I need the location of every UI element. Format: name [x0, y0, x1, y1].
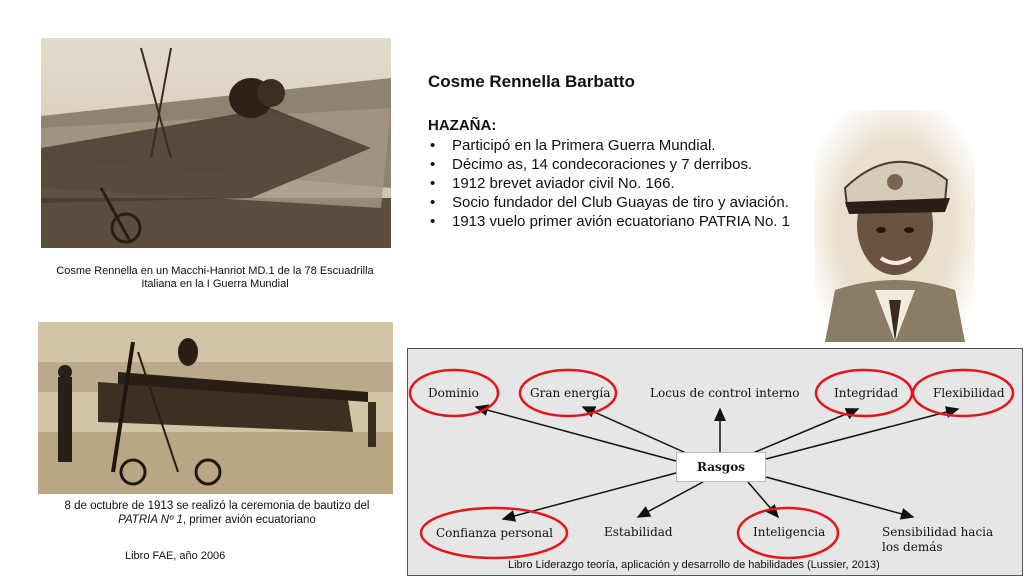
caption-bottom-emphasis: PATRIA Nº 1	[118, 514, 183, 526]
node-rasgos: Rasgos	[676, 452, 766, 482]
page-title: Cosme Rennella Barbatto	[428, 72, 635, 91]
source-fae: Libro FAE, año 2006	[125, 550, 226, 562]
hazana-item: • Socio fundador del Club Guayas de tiro y aviación.	[428, 194, 800, 212]
node-locus: Locus de control interno	[650, 386, 800, 400]
caption-bottom-text: 8 de octubre de 1913 se realizó la ceremonia de bautizo del	[64, 500, 370, 512]
portrait-photo	[815, 110, 975, 342]
hazana-item: • 1913 vuelo primer avión ecuatoriano PATRIA No. 1	[428, 213, 800, 231]
node-sensibilidad-line-2: los demás	[882, 540, 943, 554]
hazana-item: • Décimo as, 14 condecoraciones y 7 derribos.	[428, 156, 800, 174]
hazana-item: • 1912 brevet aviador civil No. 166.	[428, 175, 800, 193]
node-confianza: Confianza personal	[436, 526, 553, 540]
photo-patria-no-1	[38, 322, 393, 494]
node-flexibilidad: Flexibilidad	[933, 386, 1005, 400]
caption-bottom-photo	[52, 499, 382, 527]
caption-bottom-tail: , primer avión ecuatoriano	[182, 514, 316, 526]
node-integridad: Integridad	[834, 386, 899, 400]
node-estabilidad: Estabilidad	[604, 525, 673, 539]
node-gran-energia: Gran energía	[530, 386, 611, 400]
hazana-item: • Participó en la Primera Guerra Mundial.	[428, 137, 800, 155]
hazana-heading: HAZAÑA:	[428, 117, 497, 134]
node-inteligencia: Inteligencia	[753, 525, 826, 539]
node-dominio: Dominio	[428, 386, 479, 400]
hazana-list	[428, 137, 800, 232]
caption-top-photo: Cosme Rennella en un Macchi-Hanriot MD.1 de la 78 Escuadrilla Italiana en la I Guerra Mundial	[56, 265, 374, 290]
photo-macchi-hanriot	[41, 38, 391, 248]
rasgos-diagram	[407, 348, 1023, 576]
node-sensibilidad-line-1: Sensibilidad hacia	[882, 525, 994, 539]
source-liderazgo: Libro Liderazgo teoría, aplicación y desarrollo de habilidades (Lussier, 2013)	[508, 559, 880, 571]
